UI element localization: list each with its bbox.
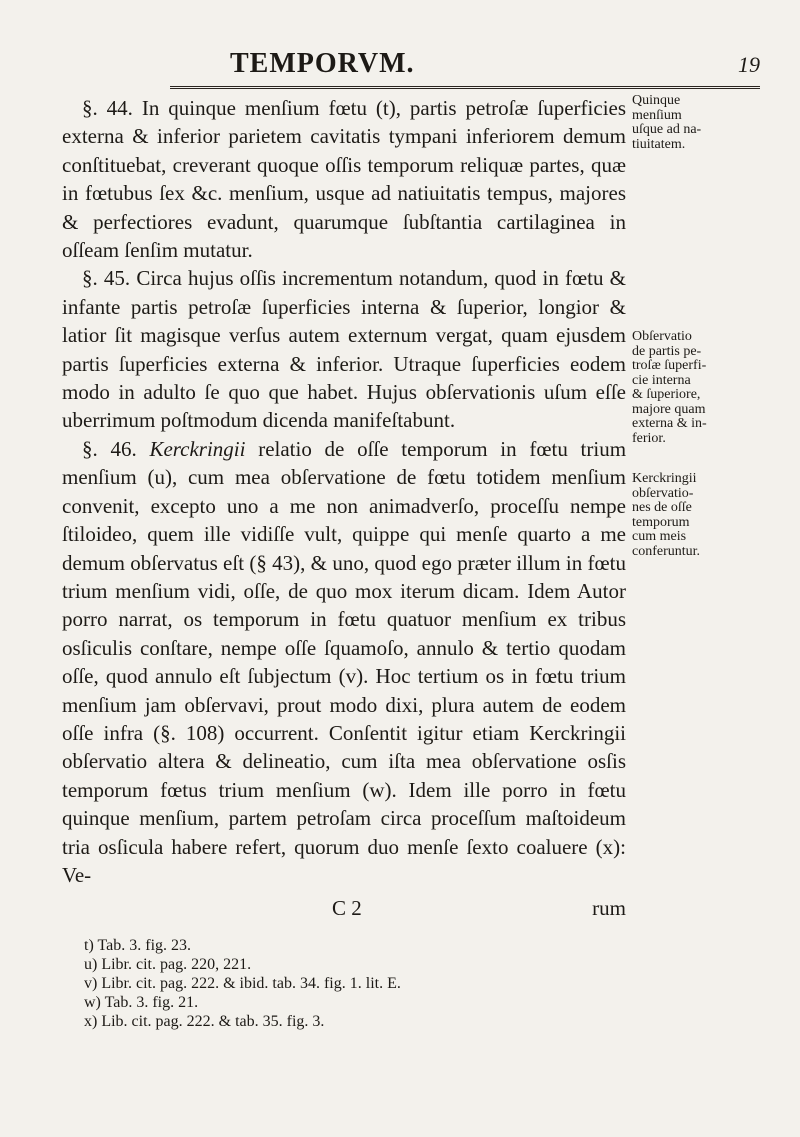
signature-mark: C 2 bbox=[332, 896, 362, 920]
footnotes bbox=[84, 936, 604, 1031]
author-name: Kerckringii bbox=[149, 436, 246, 461]
margin-note-quinque: Quinque menſium uſque ad na- tiuitatem. bbox=[632, 93, 702, 152]
footnote: x) Lib. cit. pag. 222. & tab. 35. fig. 3. bbox=[84, 1013, 325, 1030]
paragraph-text: Circa hujus oſſis incrementum notandum, quod in fœtu & infante partis petroſæ ſuperficies interna & ſuperior, longior & latior ſit magisque verſus autem externum vergat, quam ejusdem partis ſuperficies externa & inferior. Utraque ſuperficies eodem modo in adulto ſe quo que habet. Hujus obſervationis uſum eſſe uberrimum poſtmodum dicenda manifeſtabunt. bbox=[62, 266, 627, 433]
page-number: 19 bbox=[738, 52, 760, 77]
section-number: §. 46. bbox=[82, 436, 137, 461]
page-header bbox=[60, 48, 760, 88]
paragraph-44 bbox=[62, 94, 626, 264]
margin-note-kerckringii: Kerckringii obſervatio- nes de oſſe temporum cum meis conferuntur. bbox=[632, 471, 701, 559]
margin-note-obfervatio: Obſervatio de partis pe- troſæ ſuperfi- cie interna & ſuperiore, majore quam externa & in- ferior. bbox=[632, 329, 707, 446]
catchline bbox=[62, 896, 626, 926]
footnote: w) Tab. 3. fig. 21. bbox=[84, 994, 199, 1011]
paragraph-text: relatio de oſſe temporum in fœtu trium menſium (u), cum mea obſervatione de fœtu totidem menſium convenit, excepto uno a me non animadverſo, proceſſu nempe ſtiloideo, quem ille vidiſſe vult, quippe qui menſe quarto a me demum obſervatus eſt (§ 43), & uno, quod ego præter illum in fœtu trium menſium vidi, oſſe, de quo mox iterum dicam. Idem Autor porro narrat, os temporum in fœtu quatuor menſium ex tribus osſiculis conſtare, nempe oſſe ſquamoſo, annulo & tertio quodam oſſe, quod annulo eſt ſubjectum (v). Hoc tertium os in fœtu trium menſium jam obſervavi, prout modo dixi, plura autem de eodem oſſe infra (§. 108) occurrent. Conſentit igitur etiam Kerckringii obſervatio altera & delineatio, cum iſta mea obſervatione osſis temporum fœtus trium menſium (w). Idem ille porro in fœtu quinque menſium, partem petroſam circa proceſſum maſtoideum tria osſicula habere refert, quorum duo menſe ſexto coaluere (x): Ve- bbox=[62, 436, 627, 887]
header-rule bbox=[170, 86, 760, 89]
running-head: TEMPORVM. bbox=[230, 48, 415, 79]
section-number: §. 44. bbox=[82, 96, 133, 120]
paragraph-45 bbox=[62, 264, 626, 434]
catchword: rum bbox=[592, 896, 626, 920]
paragraph-46 bbox=[62, 435, 626, 890]
footnote: t) Tab. 3. fig. 23. bbox=[84, 937, 192, 954]
main-text bbox=[62, 94, 626, 889]
footnote: u) Libr. cit. pag. 220, 221. bbox=[84, 956, 252, 973]
paragraph-text: In quinque menſium fœtu (t), partis petroſæ ſuperficies externa & inferior parietem cavitatis tympani inferiorem demum conſtituebat, creverant quoque oſſis temporum reliquæ partes, quæ in fœtubus ſex &c. menſium, usque ad natiuitatis tempus, majores & perfectiores evadunt, quarumque ſubſtantia cartilaginea in oſſeam ſenſim mutatur. bbox=[62, 96, 627, 263]
section-number: §. 45. bbox=[82, 266, 131, 291]
footnote: v) Libr. cit. pag. 222. & ibid. tab. 34. fig. 1. lit. E. bbox=[84, 975, 401, 992]
